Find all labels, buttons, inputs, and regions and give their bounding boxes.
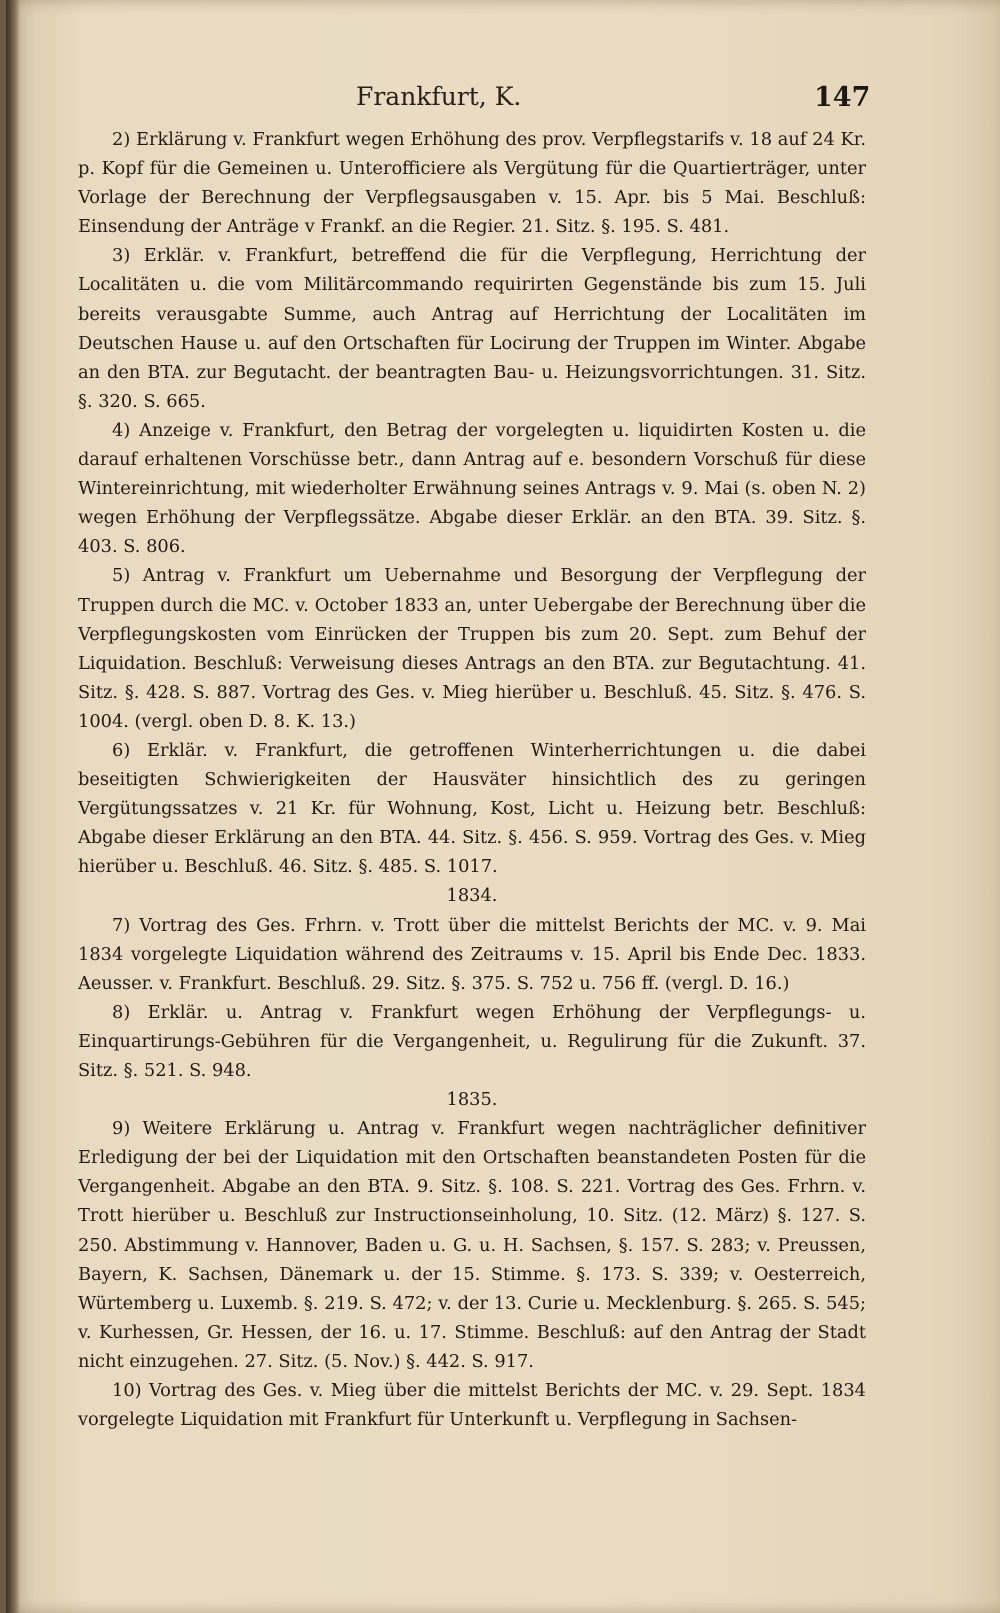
running-head: Frankfurt, K. [356, 82, 522, 111]
page-number: 147 [814, 82, 871, 113]
year-heading-1835: 1835. [446, 1089, 498, 1111]
book-spine [6, 0, 20, 1613]
entry-2: 2) Erklärung v. Frankfurt wegen Erhöhung des prov. Verpflegstarifs v. 18 auf 24 Kr. p. Kopf für die Gemeinen u. Unterofficiere als Vergütung für die Quartierträger, unter Vorlage der Berechnung der Verpflegsausgaben v. 15. Apr. bis 5 Mai. Beschluß: Einsendung der Anträge v Frankf. an die Regier. 21. Sitz. §. 195. S. 481. [78, 129, 866, 238]
book-page [6, 0, 1000, 1613]
entry-8: 8) Erklär. u. Antrag v. Frankfurt wegen Erhöhung der Verpflegungs- u. Einquartirungs-Gebühren für die Vergangenheit, u. Regulirung für die Zukunft. 37. Sitz. §. 521. S. 948. [78, 1001, 866, 1081]
year-heading-1834: 1834. [446, 885, 498, 907]
entry-7: 7) Vortrag des Ges. Frhrn. v. Trott über die mittelst Berichts der MC. v. 9. Mai 1834 vorgelegte Liquidation während des Zeitraums v. 15. April bis Ende Dec. 1833. Aeusser. v. Frankfurt. Beschluß. 29. Sitz. §. 375. S. 752 u. 756 ff. (vergl. D. 16.) [78, 914, 866, 994]
entry-5: 5) Antrag v. Frankfurt um Uebernahme und Besorgung der Verpflegung der Truppen durch die MC. v. October 1833 an, unter Uebergabe der Berechnung über die Verpflegungskosten vom Einrücken der Truppen bis zum 20. Sept. zum Behuf der Liquidation. Beschluß: Verweisung dieses Antrags an den BTA. zur Begutachtung. 41. Sitz. §. 428. S. 887. Vortrag des Ges. v. Mieg hierüber u. Beschluß. 45. Sitz. §. 476. S. 1004. (vergl. oben D. 8. K. 13.) [78, 565, 866, 732]
entry-3: 3) Erklär. v. Frankfurt, betreffend die für die Verpflegung, Herrichtung der Localitäten u. die vom Militärcommando requirirten Gegenstände bis zum 15. Juli bereits verausgabte Summe, auch Antrag auf Herrichtung der Localitäten im Deutschen Hause u. auf den Ortschaften für Locirung der Truppen im Winter. Abgabe an den BTA. zur Begutacht. der beantragten Bau- u. Heizungsvorrichtungen. 31. Sitz. §. 320. S. 665. [78, 245, 866, 412]
entry-6: 6) Erklär. v. Frankfurt, die getroffenen Winterherrichtungen u. die dabei beseitigten Schwierigkeiten der Hausväter hinsichtlich des zu geringen Vergütungssatzes v. 21 Kr. für Wohnung, Kost, Licht u. Heizung betr. Beschluß: Abgabe dieser Erklärung an den BTA. 44. Sitz. §. 456. S. 959. Vortrag des Ges. v. Mieg hierüber u. Beschluß. 46. Sitz. §. 485. S. 1017. [78, 739, 866, 878]
entry-10: 10) Vortrag des Ges. v. Mieg über die mittelst Berichts der MC. v. 29. Sept. 1834 vorgelegte Liquidation mit Frankfurt für Unterkunft u. Verpflegung in Sachsen- [78, 1380, 866, 1431]
entry-4: 4) Anzeige v. Frankfurt, den Betrag der vorgelegten u. liquidirten Kosten u. die darauf erhaltenen Vorschüsse betr., dann Antrag auf e. besondern Vorschuß für diese Wintereinrichtung, mit wiederholter Erwähnung seines Antrags v. 9. Mai (s. oben N. 2) wegen Erhöhung der Verpflegssätze. Abgabe dieser Erklär. an den BTA. 39. Sitz. §. 403. S. 806. [78, 419, 866, 558]
page-header [6, 82, 1000, 122]
entry-9: 9) Weitere Erklärung u. Antrag v. Frankfurt wegen nachträglicher definitiver Erledigung der bei der Liquidation mit den Ortschaften beanstandeten Posten für die Vergangenheit. Abgabe an den BTA. 9. Sitz. §. 108. S. 221. Vortrag des Ges. Frhrn. v. Trott hierüber u. Beschluß zur Instructionseinholung, 10. Sitz. (12. März) §. 127. S. 250. Abstimmung v. Hannover, Baden u. G. u. H. Sachsen, §. 157. S. 283; v. Preussen, Bayern, K. Sachsen, Dänemark u. der 15. Stimme. §. 173. S. 339; v. Oesterreich, Würtemberg u. Luxemb. §. 219. S. 472; v. der 13. Curie u. Mecklenburg. §. 265. S. 545; v. Kurhessen, Gr. Hessen, der 16. u. 17. Stimme. Beschluß: auf den Antrag der Stadt nicht einzugehen. 27. Sitz. (5. Nov.) §. 442. S. 917. [78, 1118, 866, 1372]
body-text [78, 125, 866, 1434]
